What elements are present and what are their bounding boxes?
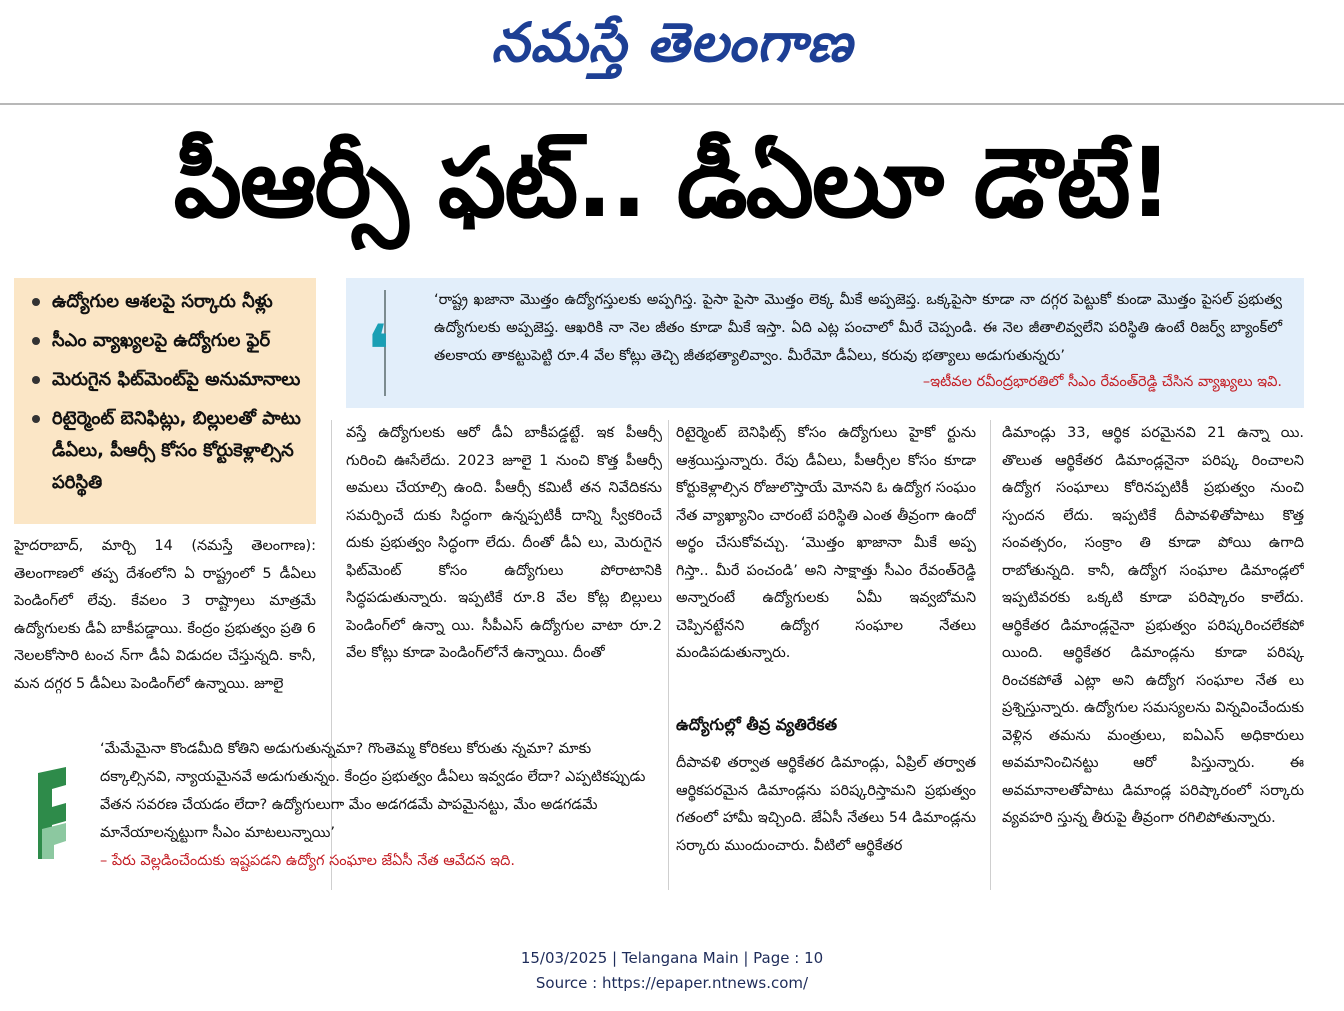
- cm-quote-box: [346, 278, 1304, 408]
- quote-mark-icon: [28, 763, 68, 863]
- highlight-item: మెరుగైన ఫిట్‌మెంట్‌పై అనుమానాలు: [28, 364, 306, 396]
- article-text: రిటైర్మెంట్ బెనిఫిట్స్ కోసం ఉద్యోగులు హైకో ర్టును ఆశ్రయిస్తున్నారు. రేపు డీఏలు, పీఆర్సీల కోసం కూడా కోర్టుకెళ్లాల్సిన రోజులొస్తాయే మోనని ఓ ఉద్యోగ సంఘం నేత వ్యాఖ్యానిం చారంటే పరిస్థితి ఎంత తీవ్రంగా ఉందో అర్థం చేసుకోవచ్చు. ‘మొత్తం ఖాజానా మీకే అప్ప గిస్తా.. మీరే పంచండి’ అని సాక్షాత్తు సీఎం రేవంత్‌రెడ్డి అన్నారంటే ఉద్యోగులకు ఏమీ ఇవ్వబోమని చెప్పినట్టేనని ఉద్యోగ సంఘాల నేతలు మండిపడుతున్నారు.: [676, 425, 976, 661]
- article-column-2: [346, 420, 662, 720]
- jac-quote-attribution: – పేరు వెల్లడించేందుకు ఇష్టపడని ఉద్యోగ సంఘాల జేఏసీ నేత ఆవేదన ఇది.: [100, 853, 516, 869]
- highlight-item: రిటైర్మెంట్ బెనిఫిట్లు, బిల్లులతో పాటు డీఏలు, పీఆర్సీ కోసం కోర్టుకెళ్లాల్సిన పరిస్థితి: [28, 403, 306, 499]
- source-info: Source : https://epaper.ntnews.com/: [535, 974, 809, 992]
- headline: పీఆర్సీ ఫట్.. డీఏలూ డౌటే!: [173, 127, 1171, 239]
- article-column-3b: [676, 750, 976, 890]
- column-divider: [990, 420, 991, 890]
- masthead-title: నమస్తే తెలంగాణ: [491, 10, 853, 74]
- cm-quote-text: ‘రాష్ట్ర ఖజానా మొత్తం ఉద్యోగస్తులకు అప్పగిస్త. పైసా పైసా మొత్తం లెక్క మీకే అప్పజెప్త. ఒక్కపైసా కూడా నా దగ్గర పెట్టుకో కుండా మొత్తం పైసల్ ప్రభుత్వ ఉద్యోగులకు అప్పజెప్త. ఆఖరికి నా నెల జీతం కూడా మీకే ఇస్తా. ఏది ఎట్ల పంచాలో మీరే చెప్పండి. ఈ నెల జీతాలివ్వలేని పరిస్థితి ఉంటే రిజర్వ్ బ్యాంక్‌లో తలకాయ తాకట్టుపెట్టి రూ.4 వేల కోట్లు తెచ్చి జీతభత్యాలివ్వాం. మీరేమో డీఏలు, కరువు భత్యాలు అడుగుతున్నరు’: [434, 292, 1282, 364]
- quote-mark-icon: ❛: [368, 312, 389, 387]
- highlight-item: సీఎం వ్యాఖ్యలపై ఉద్యోగుల ఫైర్: [28, 325, 306, 357]
- column-divider: [668, 420, 669, 890]
- article-text: దీపావళి తర్వాత ఆర్థికేతర డిమాండ్లు, ఏప్రిల్ తర్వాత ఆర్థికపరమైన డిమాండ్లను పరిష్కరిస్తామని ప్రభుత్వం గతంలో హామీ ఇచ్చింది. జేఏసీ నేతలు 54 డిమాండ్లను సర్కారు ముందుంచారు. వీటిలో ఆర్థికేతర: [676, 755, 976, 854]
- edition-info: 15/03/2025 | Telangana Main | Page : 10: [520, 949, 824, 967]
- article-column-4: [1002, 420, 1304, 896]
- highlights-list: [28, 286, 306, 499]
- section-subheading: ఉద్యోగుల్లో తీవ్ర వ్యతిరేకత: [676, 715, 838, 734]
- jac-quote-text: ‘మేమేమైనా కొండమీది కోతిని అడుగుతున్నమా? గొంతెమ్మ కోరికలు కోరుతు న్నమా? మాకు దక్కాల్సినవి, న్యాయమైనవే అడుగుతున్నం. కేంద్రం ప్రభుత్వం డీఏలు ఇవ్వడం లేదా? ఎప్పటికప్పుడు వేతన సవరణ చేయడం లేదా? ఉద్యోగులుగా మేం అడగడమే పాపమైనట్టు, మేం అడగడమే మానేయాలన్నట్టుగా సీఎం మాటలున్నాయి’: [100, 741, 646, 841]
- masthead-divider: [0, 103, 1344, 105]
- article-column-3: [676, 420, 976, 710]
- article-text: హైదరాబాద్, మార్చి 14 (నమస్తే తెలంగాణ): తెలంగాణలో తప్ప దేశంలోని ఏ రాష్ట్రంలో 5 డీఏలు పెండింగ్‌లో లేవు. కేవలం 3 రాష్ట్రాలు మాత్రమే ఉద్యోగులకు డీఏ బాకీపడ్డాయి. కేంద్రం ప్రభుత్వం ప్రతి 6 నెలలకోసారి టంచ న్‌గా డీఏ విడుదల చేస్తున్నది. కానీ, మన దగ్గర 5 డీఏలు పెండింగ్‌లో ఉన్నాయి. జూలై: [14, 538, 316, 692]
- highlight-item: ఉద్యోగుల ఆశలపై సర్కారు నీళ్లు: [28, 286, 306, 318]
- masthead: [0, 0, 1344, 100]
- jac-quote-box: [28, 735, 660, 875]
- article-text: డిమాండ్లు 33, ఆర్థిక పరమైనవి 21 ఉన్నా యి. తొలుత ఆర్థికేతర డిమాండ్లనైనా పరిష్క రించాలని ఉద్యోగ సంఘాలు కోరినప్పటికీ ప్రభుత్వం నుంచి స్పందన లేదు. ఇప్పటికే దీపావళితోపాటు కొత్త సంవత్సరం, సంక్రాం తి కూడా పోయి ఉగాది రాబోతున్నది. కానీ, ఉద్యోగ సంఘాల డిమాండ్లలో ఇప్పటివరకు ఒక్కటి కూడా పరిష్కారం కాలేదు. ఆర్థికేతర డిమాండ్లనైనా ప్రభుత్వం పరిష్కరించలేకపో యింది. ఆర్థికేతర డిమాండ్లను కూడా పరిష్క రించకపోతే ఎట్లా అని ఉద్యోగ సంఘాల నేత లు ప్రశ్నిస్తున్నారు. ఉద్యోగుల సమస్యలను విన్నవించేందుకు వెళ్లిన తమను మంత్రులు, ఐఏఎస్ అధికారులు అవమానించినట్టు ఆరో పిస్తున్నారు. ఈ అవమానాలతోపాటు డిమాండ్ల పరిష్కారంలో సర్కారు వ్యవహరి స్తున్న తీరుపై తీవ్రంగా రగిలిపోతున్నారు.: [1002, 425, 1304, 826]
- page-footer: [0, 946, 1344, 996]
- article-column-1: [14, 533, 316, 723]
- article-text: వస్తే ఉద్యోగులకు ఆరో డీఏ బాకీపడ్డట్టే. ఇక పీఆర్సీ గురించి ఊసేలేదు. 2023 జూలై 1 నుంచి కొత్త పీఆర్సీ అమలు చేయాల్సి ఉంది. పీఆర్సీ కమిటీ తన నివేదికను సమర్పించే దుకు సిద్ధంగా ఉన్నప్పటికీ దాన్ని స్వీకరించే దుకు ప్రభుత్వం సిద్ధంగా లేదు. దీంతో డీఏ లు, మెరుగైన ఫిట్‌మెంట్ కోసం ఉద్యోగులు పోరాటానికి సిద్ధపడుతున్నారు. ఇప్పటికే రూ.8 వేల కోట్ల బిల్లులు పెండింగ్‌లో ఉన్నా యి. సీపీఎస్ ఉద్యోగుల వాటా రూ.2 వేల కోట్లు కూడా పెండింగ్‌లోనే ఉన్నాయి. దీంతో: [346, 425, 662, 661]
- highlights-box: [14, 278, 316, 524]
- cm-quote-attribution: –ఇటీవల రవీంద్రభారతిలో సీఎం రేవంత్‌రెడ్డి చేసిన వ్యాఖ్యలు ఇవి.: [922, 374, 1282, 390]
